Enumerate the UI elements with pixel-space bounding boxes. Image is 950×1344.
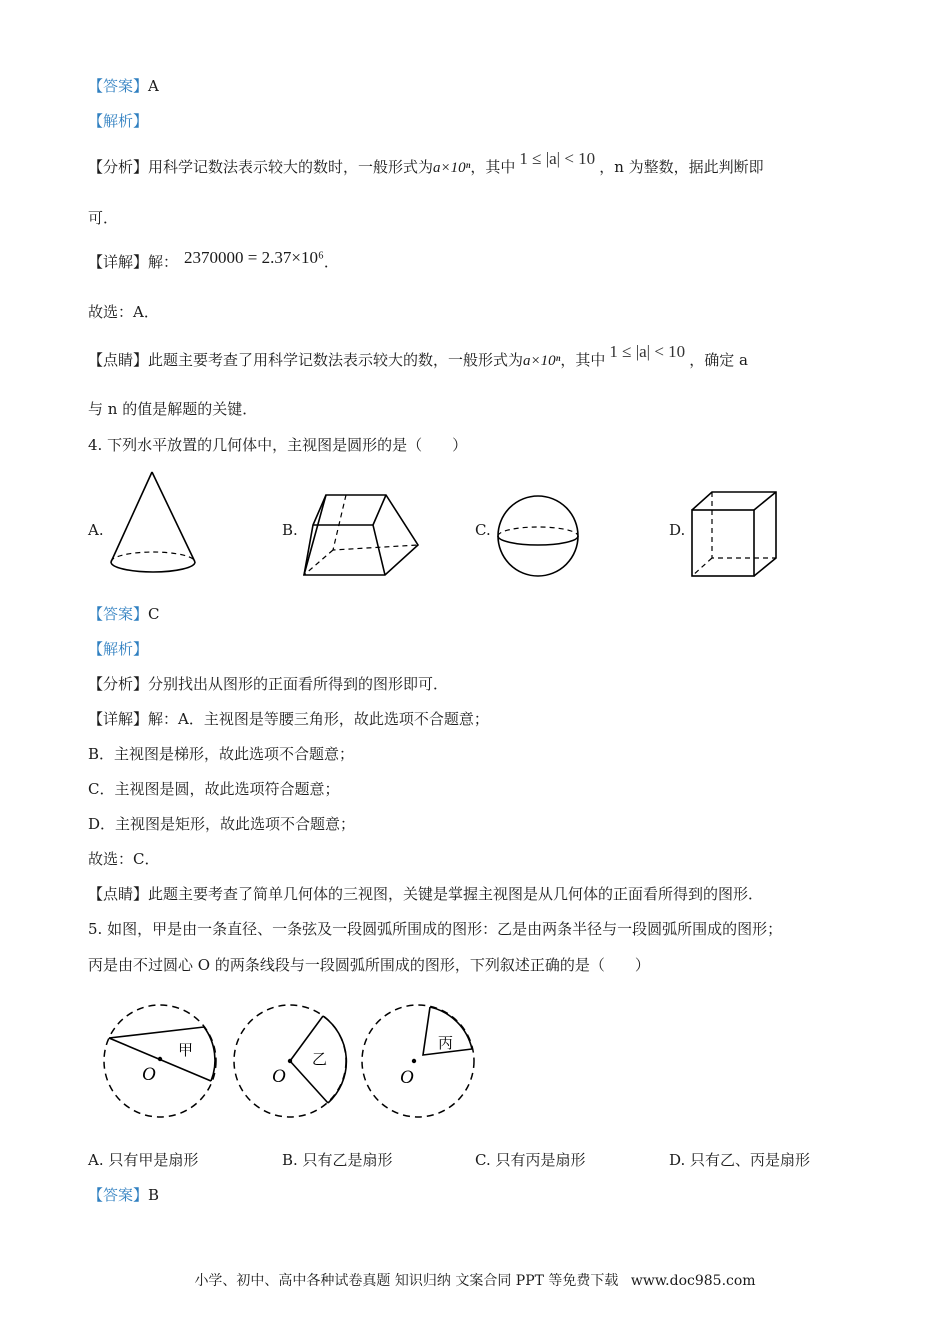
xiangjie-end: ． [323,253,339,271]
answer-value: B [148,1186,160,1204]
cube-icon [690,490,780,580]
fenxi-tag: 【分析】 [88,158,149,176]
q3-guxuan-line [88,302,159,322]
figure-jia [100,995,225,1130]
cone-icon [108,470,198,580]
formula: a×10ⁿ [523,353,561,369]
answer-tag: 【答案】 [88,77,149,95]
xiangjie-tag: 【详解】 [88,710,149,728]
center-label: O [400,1067,414,1088]
option-b-label: B. [282,521,298,539]
figure-yi [232,995,357,1130]
analysis-tag: 【解析】 [88,640,149,658]
q5-option-d: D. 只有乙、丙是扇形 [669,1151,811,1169]
q4-fenxi-line [88,674,448,694]
dianjing-tail: ，确定 a [689,351,748,369]
answer-tag: 【答案】 [88,605,149,623]
option-c-label: C. [475,521,491,539]
q4-guxuan-line: 故选：C． [88,850,160,868]
q3-analysis-line [88,111,148,131]
dianjing-text: 此题主要考查了用科学记数法表示较大的数，一般形式为 [148,351,524,369]
q4-line-b: B．主视图是梯形，故此选项不合题意； [88,745,355,763]
q3-fenxi-line2 [88,208,118,228]
q5-option-c: C. 只有丙是扇形 [475,1151,586,1169]
q3-dianjing-line [88,342,748,371]
fenxi-text: 用科学记数法表示较大的数时，一般形式为 [148,158,434,176]
frustum-icon [300,490,425,580]
figure-label-jia: 甲 [178,1041,194,1059]
formula: 2370000 = 2.37×10⁶ [184,248,324,267]
fenxi-tail2: 可． [88,209,119,227]
answer-value: A [148,77,159,95]
fenxi-tail: ，n 为整数，据此判断即 [599,158,764,176]
analysis-tag: 【解析】 [88,112,149,130]
xiangjie-tag: 【详解】 [88,253,149,271]
q4-line-d: D．主视图是矩形，故此选项不合题意； [88,815,356,833]
answer-tag: 【答案】 [88,1186,149,1204]
q3-answer-line [88,76,159,96]
q4-stem [88,435,467,455]
xiangjie-text: 解：A．主视图是等腰三角形，故此选项不合题意； [148,710,489,728]
option-d-label: D. [669,521,686,539]
fenxi-tag: 【分析】 [88,675,149,693]
figure-label-yi: 乙 [312,1050,328,1068]
page-footer [0,1270,950,1290]
range-formula: 1 ≤ |a| < 10 [609,342,686,361]
question-stem: 4. 下列水平放置的几何体中，主视图是圆形的是（ ） [88,436,468,454]
dianjing-text: 此题主要考查了简单几何体的三视图，关键是掌握主视图是从几何体的正面看所得到的图形． [148,885,764,903]
fenxi-mid: ，其中 [470,158,516,176]
sphere-icon [496,494,582,580]
figure-label-bing: 丙 [438,1034,454,1052]
footer-link[interactable]: www.doc985.com [630,1273,756,1289]
q3-dianjing-line2 [88,399,257,419]
xiangjie-text: 解： [148,253,179,271]
dianjing-tail2: 与 n 的值是解题的关键． [88,400,258,418]
guxuan-text: 故选：A． [88,303,159,321]
q4-dianjing-line [88,884,763,904]
footer-text: 小学、初中、高中各种试卷真题 知识归纳 文案合同 PPT 等免费下载 [194,1273,619,1289]
figure-bing [360,995,485,1130]
q4-analysis-line [88,639,148,659]
q5-stem-line2: 丙是由不过圆心 O 的两条线段与一段圆弧所围成的图形，下列叙述正确的是（ ） [88,956,650,974]
q5-option-a: A. 只有甲是扇形 [88,1151,199,1169]
fenxi-text: 分别找出从图形的正面看所得到的图形即可． [148,675,449,693]
answer-value: C [148,605,160,623]
q5-option-b: B. 只有乙是扇形 [282,1151,393,1169]
q3-fenxi-line [88,149,764,178]
q5-stem-line1: 5. 如图，甲是由一条直径、一条弦及一段圆弧所围成的图形：乙是由两条半径与一段圆弧所围成的图形； [88,920,783,938]
dianjing-mid: ，其中 [560,351,606,369]
dianjing-tag: 【点睛】 [88,885,149,903]
dianjing-tag: 【点睛】 [88,351,149,369]
center-label: O [142,1064,156,1085]
center-label: O [272,1066,286,1087]
range-formula: 1 ≤ |a| < 10 [519,149,596,168]
formula: a×10ⁿ [433,160,471,176]
q3-xiangjie-line [88,248,339,272]
q4-xiangjie-line [88,709,489,729]
q4-answer-line [88,604,160,624]
q4-line-c: C．主视图是圆，故此选项符合题意； [88,780,340,798]
q5-answer-line [88,1185,159,1205]
option-a-label: A. [88,521,104,539]
